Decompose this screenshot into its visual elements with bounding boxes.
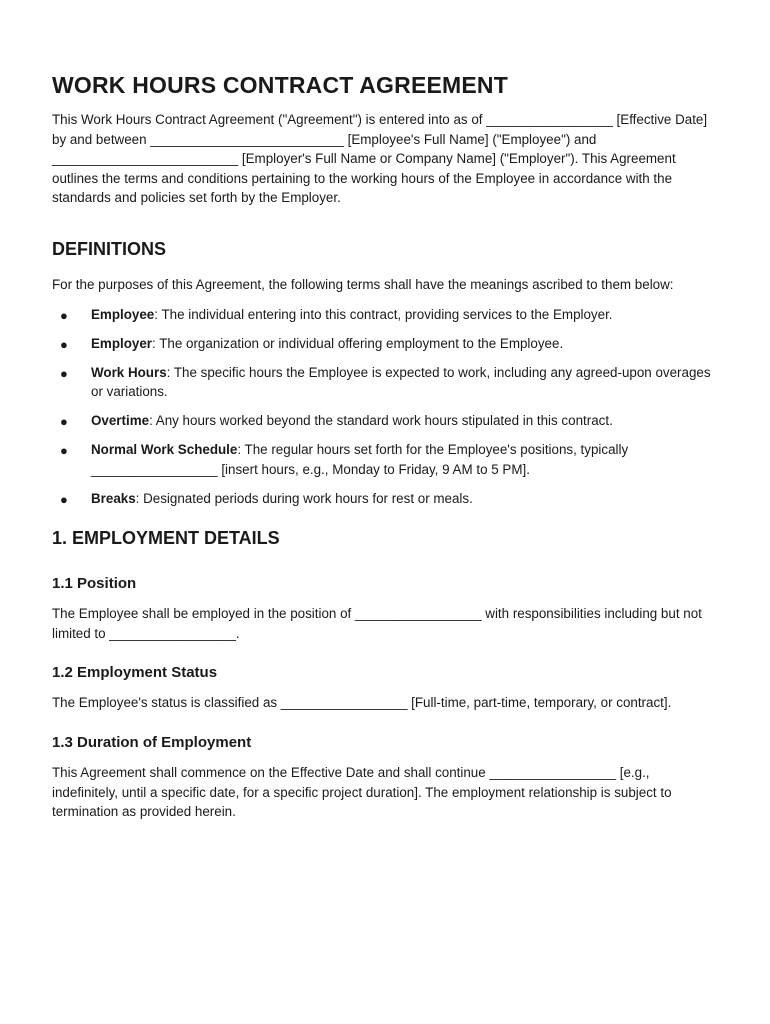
definition-text: : Designated periods during work hours for rest or meals. [135,490,473,506]
definitions-heading: DEFINITIONS [52,238,167,259]
definition-term: Normal Work Schedule [91,442,238,458]
bullet-icon: ● [60,307,68,323]
intro-paragraph: This Work Hours Contract Agreement ("Agreement") is entered into as of _________________ [Effective Date] by and between __________________________ [Employee's Full Name] ("Employee") and _________________________ [Employer's Full Name or Company Name] ("Employer"). This Agreement outlines the terms and conditions pertaining to the working hours of the Employee in accordance with the standards and policies set forth by the Employer. [52,112,708,206]
definition-term: Employer [91,335,153,351]
document-page [52,70,718,842]
duration-heading: 1.3 Duration of Employment [52,734,252,752]
bullet-icon: ● [60,491,68,507]
bullet-icon: ● [60,443,68,459]
definition-item [52,305,718,325]
definition-item [52,411,718,431]
definition-term: Employee [91,306,155,322]
definition-item [52,334,718,354]
definition-text: : Any hours worked beyond the standard work hours stipulated in this contract. [149,413,613,429]
definition-text: : The specific hours the Employee is expected to work, including any agreed-upon overages or variations. [91,364,711,400]
employment-details-heading: 1. EMPLOYMENT DETAILS [52,528,280,549]
definitions-intro: For the purposes of this Agreement, the following terms shall have the meanings ascribed to them below: [52,276,674,292]
duration-paragraph: This Agreement shall commence on the Effective Date and shall continue _________________ [e.g., indefinitely, until a specific date, for a specific project duration]. The employment relationship is subject to termination as provided herein. [52,765,672,820]
bullet-icon: ● [60,336,68,352]
definitions-list [52,305,718,509]
position-paragraph: The Employee shall be employed in the position of _________________ with responsibilities including but not limited to _________________. [52,606,702,641]
definition-item [52,363,718,402]
definition-text: : The organization or individual offering employment to the Employee. [152,335,564,351]
definition-term: Overtime [91,413,150,429]
definition-item [52,489,718,509]
definition-text: : The regular hours set forth for the Employee's positions, typically _________________ [insert hours, e.g., Monday to Friday, 9 AM to 5 PM]. [91,442,629,477]
bullet-icon: ● [60,414,68,430]
definition-term: Work Hours [91,364,167,380]
employment-status-paragraph: The Employee's status is classified as _________________ [Full-time, part-time, temporary, or contract]. [52,695,672,711]
definition-text: : The individual entering into this contract, providing services to the Employer. [154,306,613,322]
document-title: WORK HOURS CONTRACT AGREEMENT [52,72,508,98]
bullet-icon: ● [60,365,68,381]
definition-item [52,440,718,479]
employment-status-heading: 1.2 Employment Status [52,664,218,682]
definition-term: Breaks [91,490,136,506]
position-heading: 1.1 Position [52,575,137,593]
